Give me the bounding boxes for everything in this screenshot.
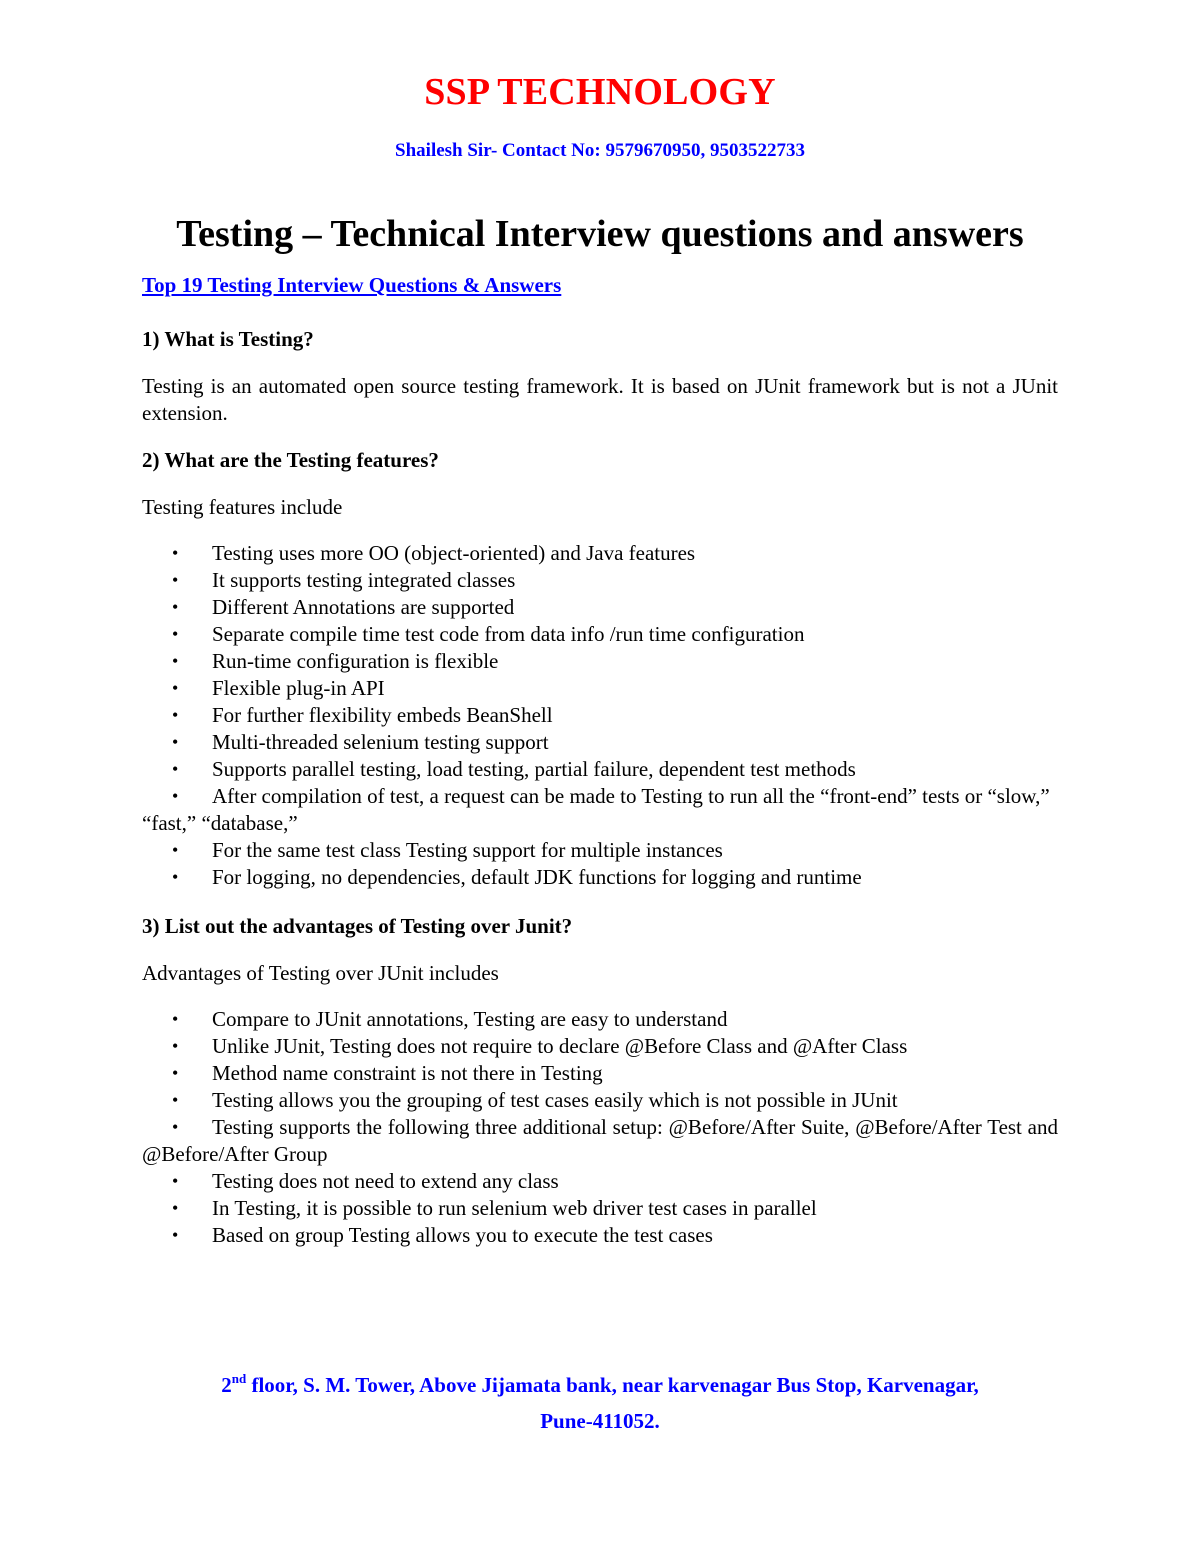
list-item [142,567,1058,594]
list-item-text: For further flexibility embeds BeanShell [212,703,553,727]
list-item [142,1033,1058,1060]
list-item [142,1195,1058,1222]
list-item [142,702,1058,729]
list-item-text: Separate compile time test code from data info /run time configuration [212,622,805,646]
bullet-icon: • [172,543,179,563]
list-item-text: Testing uses more OO (object-oriented) and Java features [212,541,696,565]
bullet-icon: • [172,705,179,725]
main-content [142,326,1058,1271]
list-item [142,648,1058,675]
answer-1: Testing is an automated open source testing framework. It is based on JUnit framework but is not a JUnit extension. [142,374,1058,425]
list-item [142,1006,1058,1033]
features-intro: Testing features include [142,495,343,519]
bullet-icon: • [172,1090,179,1110]
bullet-icon: • [172,624,179,644]
list-item [142,864,1058,891]
list-item [142,621,1058,648]
list-item-text: Unlike JUnit, Testing does not require to declare @Before Class and @After Class [212,1034,908,1058]
bullet-icon: • [172,651,179,671]
list-item [142,1087,1058,1114]
list-item-text: Testing does not need to extend any class [212,1169,559,1193]
list-item-text: Compare to JUnit annotations, Testing are easy to understand [212,1007,728,1031]
bullet-icon: • [172,678,179,698]
list-item-text: After compilation of test, a request can be made to Testing to run all the “front-end” tests or “slow,” “fast,” “database,” [142,784,1050,835]
contact-line: Shailesh Sir- Contact No: 9579670950, 9503522733 [395,140,805,161]
list-item-text: Flexible plug-in API [212,676,385,700]
list-item-text: In Testing, it is possible to run selenium web driver test cases in parallel [212,1196,817,1220]
list-item-text: For logging, no dependencies, default JDK functions for logging and runtime [212,865,862,889]
list-item [142,783,1058,837]
list-item-text: For the same test class Testing support for multiple instances [212,838,723,862]
bullet-icon: • [172,1171,179,1191]
top-questions-link[interactable]: Top 19 Testing Interview Questions & Answers [142,273,562,297]
question-3: 3) List out the advantages of Testing over Junit? [142,914,573,938]
list-item-text: Testing allows you the grouping of test cases easily which is not possible in JUnit [212,1088,898,1112]
list-item [142,594,1058,621]
address-text: floor, S. M. Tower, Above Jijamata bank, near karvenagar Bus Stop, Karvenagar, [246,1373,979,1397]
address-line-2: Pune-411052. [540,1409,660,1433]
floor-number: 2 [221,1373,232,1397]
question-2: 2) What are the Testing features? [142,448,439,472]
bullet-icon: • [172,840,179,860]
list-item-text: Multi-threaded selenium testing support [212,730,549,754]
list-item-text: Testing supports the following three additional setup: @Before/After Suite, @Before/After Test and @Before/After Group [142,1115,1058,1166]
bullet-icon: • [172,732,179,752]
list-item-text: Run-time configuration is flexible [212,649,499,673]
list-item [142,540,1058,567]
bullet-icon: • [172,1198,179,1218]
list-item [142,1168,1058,1195]
address-line-1 [0,1367,1200,1403]
list-item [142,729,1058,756]
list-item [142,756,1058,783]
bullet-icon: • [172,759,179,779]
bullet-icon: • [172,597,179,617]
list-item [142,1114,1058,1168]
list-item-text: Different Annotations are supported [212,595,515,619]
bullet-icon: • [172,1036,179,1056]
floor-suffix: nd [231,1371,247,1386]
question-1: 1) What is Testing? [142,327,314,351]
bullet-icon: • [172,1063,179,1083]
features-list [142,540,1058,891]
list-item-text: It supports testing integrated classes [212,568,516,592]
list-item [142,675,1058,702]
list-item [142,1060,1058,1087]
bullet-icon: • [172,570,179,590]
advantages-list [142,1006,1058,1249]
bullet-icon: • [172,786,179,806]
list-item-text: Method name constraint is not there in Testing [212,1061,603,1085]
bullet-icon: • [172,1225,179,1245]
list-item-text: Based on group Testing allows you to execute the test cases [212,1223,713,1247]
bullet-icon: • [172,1009,179,1029]
bullet-icon: • [172,867,179,887]
page-title: Testing – Technical Interview questions and answers [176,213,1024,255]
list-item [142,837,1058,864]
advantages-intro: Advantages of Testing over JUnit includes [142,961,499,985]
list-item-text: Supports parallel testing, load testing, partial failure, dependent test methods [212,757,856,781]
brand-title: SSP TECHNOLOGY [424,71,776,113]
bullet-icon: • [172,1117,179,1137]
list-item [142,1222,1058,1249]
address-footer [0,1367,1200,1439]
